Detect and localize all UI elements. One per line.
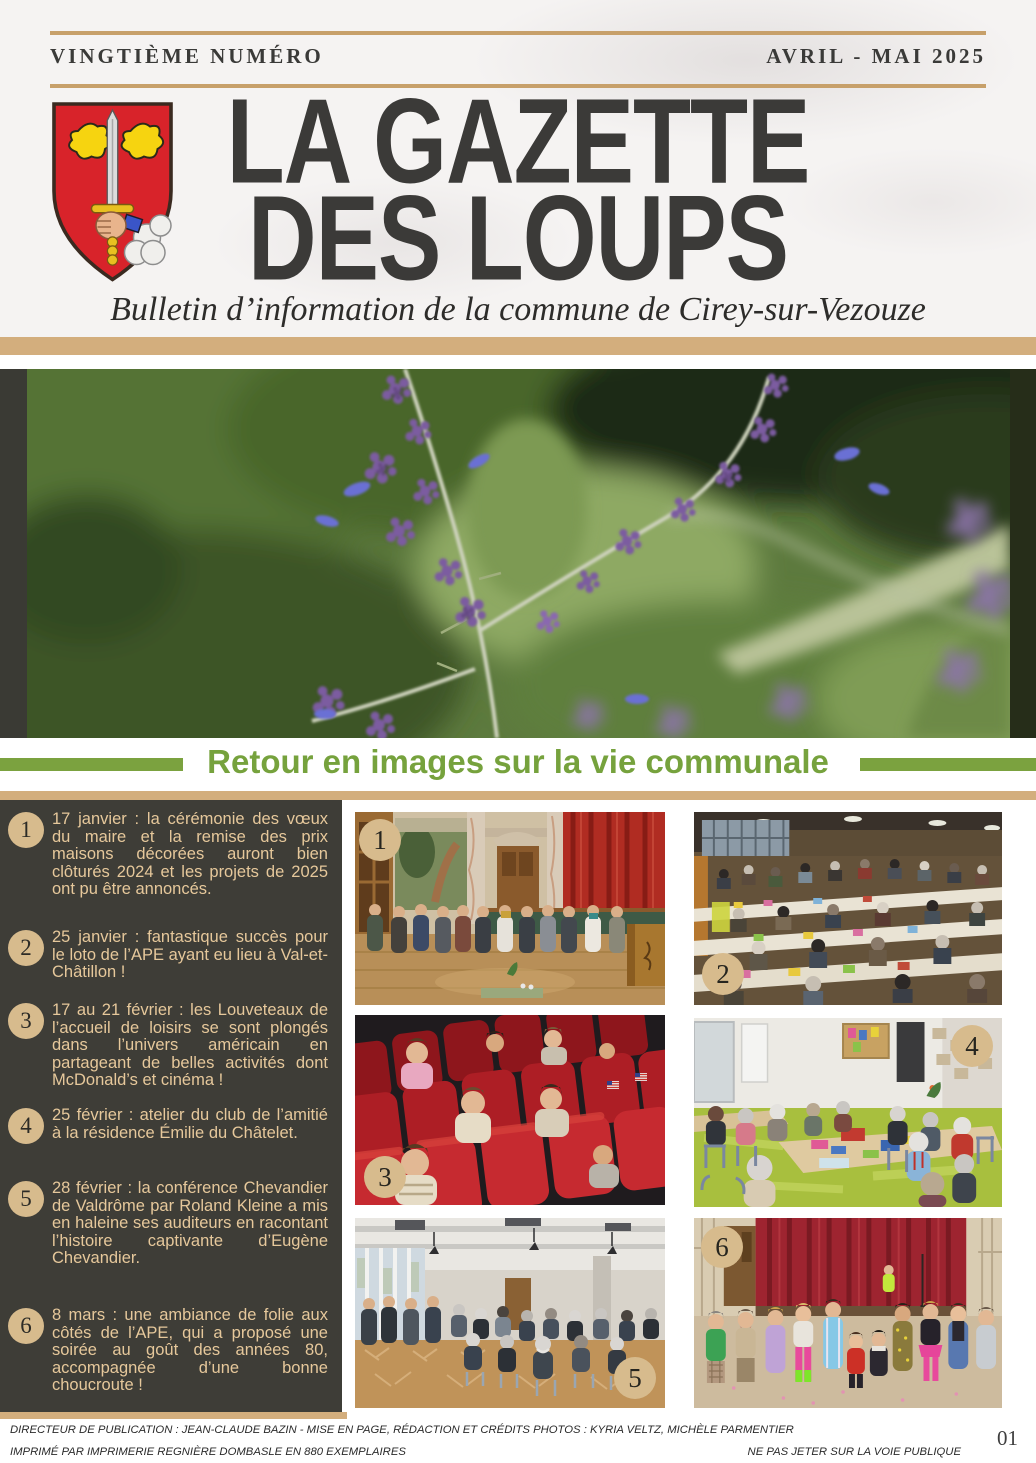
event-text: 8 mars : une ambiance de folie aux côtés de l’APE, qui a proposé une soirée au goût des années 80, accompagnée d’une bonne choucroute ! <box>52 1306 328 1395</box>
masthead <box>0 0 1036 337</box>
photo-2-loto-ape <box>694 812 1002 1005</box>
photo-number-badge: 4 <box>951 1025 993 1067</box>
footer-credits: DIRECTEUR DE PUBLICATION : JEAN-CLAUDE BAZIN - MISE EN PAGE, RÉDACTION ET CRÉDITS PHOTOS : KYRIA VELTZ, MICHÈLE PARMENTIER <box>10 1424 794 1436</box>
photo-3-cinema <box>355 1015 665 1205</box>
tan-divider-top <box>0 337 1036 355</box>
section-heading-band <box>0 738 1036 791</box>
heading-right-bar <box>860 758 1036 771</box>
photo-1-ceremonie-voeux <box>355 812 665 1005</box>
event-text: 17 au 21 février : les Louveteaux de l’accueil de loisirs se sont plongés dans l’univers américain en partageant de belles activités dont McDonald’s et cinéma ! <box>52 1001 328 1090</box>
newsletter-title-line1: LA GAZETTE <box>226 74 810 209</box>
event-text: 25 janvier : fantastique succès pour le loto de l’APE ayant eu lieu à Val-et-Châtillon ! <box>52 928 328 982</box>
photo-4-atelier-club-amitie <box>694 1018 1002 1207</box>
event-item-3 <box>8 1002 336 1090</box>
photo-5-conference <box>355 1218 665 1408</box>
event-item-6 <box>8 1307 336 1395</box>
event-number-badge: 1 <box>8 812 44 848</box>
sidebar-bottom-bar <box>0 1412 347 1419</box>
footer-print-info: IMPRIMÉ PAR IMPRIMERIE REGNIÈRE DOMBASLE EN 880 EXEMPLAIRES <box>10 1446 406 1458</box>
event-text: 28 février : la conférence Chevandier de Valdrôme par Roland Kleine a mis en haleine ses auditeurs en racontant l’histoire captivante d’Eugène Chevandier. <box>52 1179 328 1268</box>
event-item-1 <box>8 811 336 899</box>
hero-right-edge <box>1010 369 1036 738</box>
event-text: 25 février : atelier du club de l’amitié à la résidence Émilie du Châtelet. <box>52 1106 328 1142</box>
tan-divider-middle <box>0 791 1036 800</box>
top-rule <box>50 31 986 35</box>
event-number-badge: 2 <box>8 930 44 966</box>
hero-flowers-photo <box>27 369 1010 738</box>
date-label: AVRIL - MAI 2025 <box>766 44 986 68</box>
photo-number-badge: 2 <box>702 953 744 995</box>
photo-number-badge: 6 <box>701 1226 743 1268</box>
event-number-badge: 4 <box>8 1108 44 1144</box>
event-item-4 <box>8 1107 336 1144</box>
photo-number-badge: 5 <box>614 1357 656 1399</box>
event-item-5 <box>8 1180 336 1268</box>
footer-public-notice: NE PAS JETER SUR LA VOIE PUBLIQUE <box>747 1446 961 1458</box>
photo-number-badge: 1 <box>359 819 401 861</box>
event-number-badge: 6 <box>8 1308 44 1344</box>
hero-photo-band <box>0 369 1036 738</box>
event-number-badge: 5 <box>8 1181 44 1217</box>
event-number-badge: 3 <box>8 1003 44 1039</box>
newsletter-subtitle: Bulletin d’information de la commune de Cirey-sur-Vezouze <box>110 291 926 328</box>
photo-6-soiree-annees-80 <box>694 1218 1002 1408</box>
event-text: 17 janvier : la cérémonie des vœux du maire et la remise des prix maisons décorées auront bien clôturés 2024 et les projets de 2025 ont pu être annoncés. <box>52 810 328 899</box>
issue-label: VINGTIÈME NUMÉRO <box>50 44 324 68</box>
event-item-2 <box>8 929 336 982</box>
section-title: Retour en images sur la vie communale <box>207 743 829 780</box>
newsletter-title-line2: DES LOUPS <box>248 171 788 306</box>
photo-number-badge: 3 <box>364 1156 406 1198</box>
page-number: 01 <box>997 1426 1018 1450</box>
